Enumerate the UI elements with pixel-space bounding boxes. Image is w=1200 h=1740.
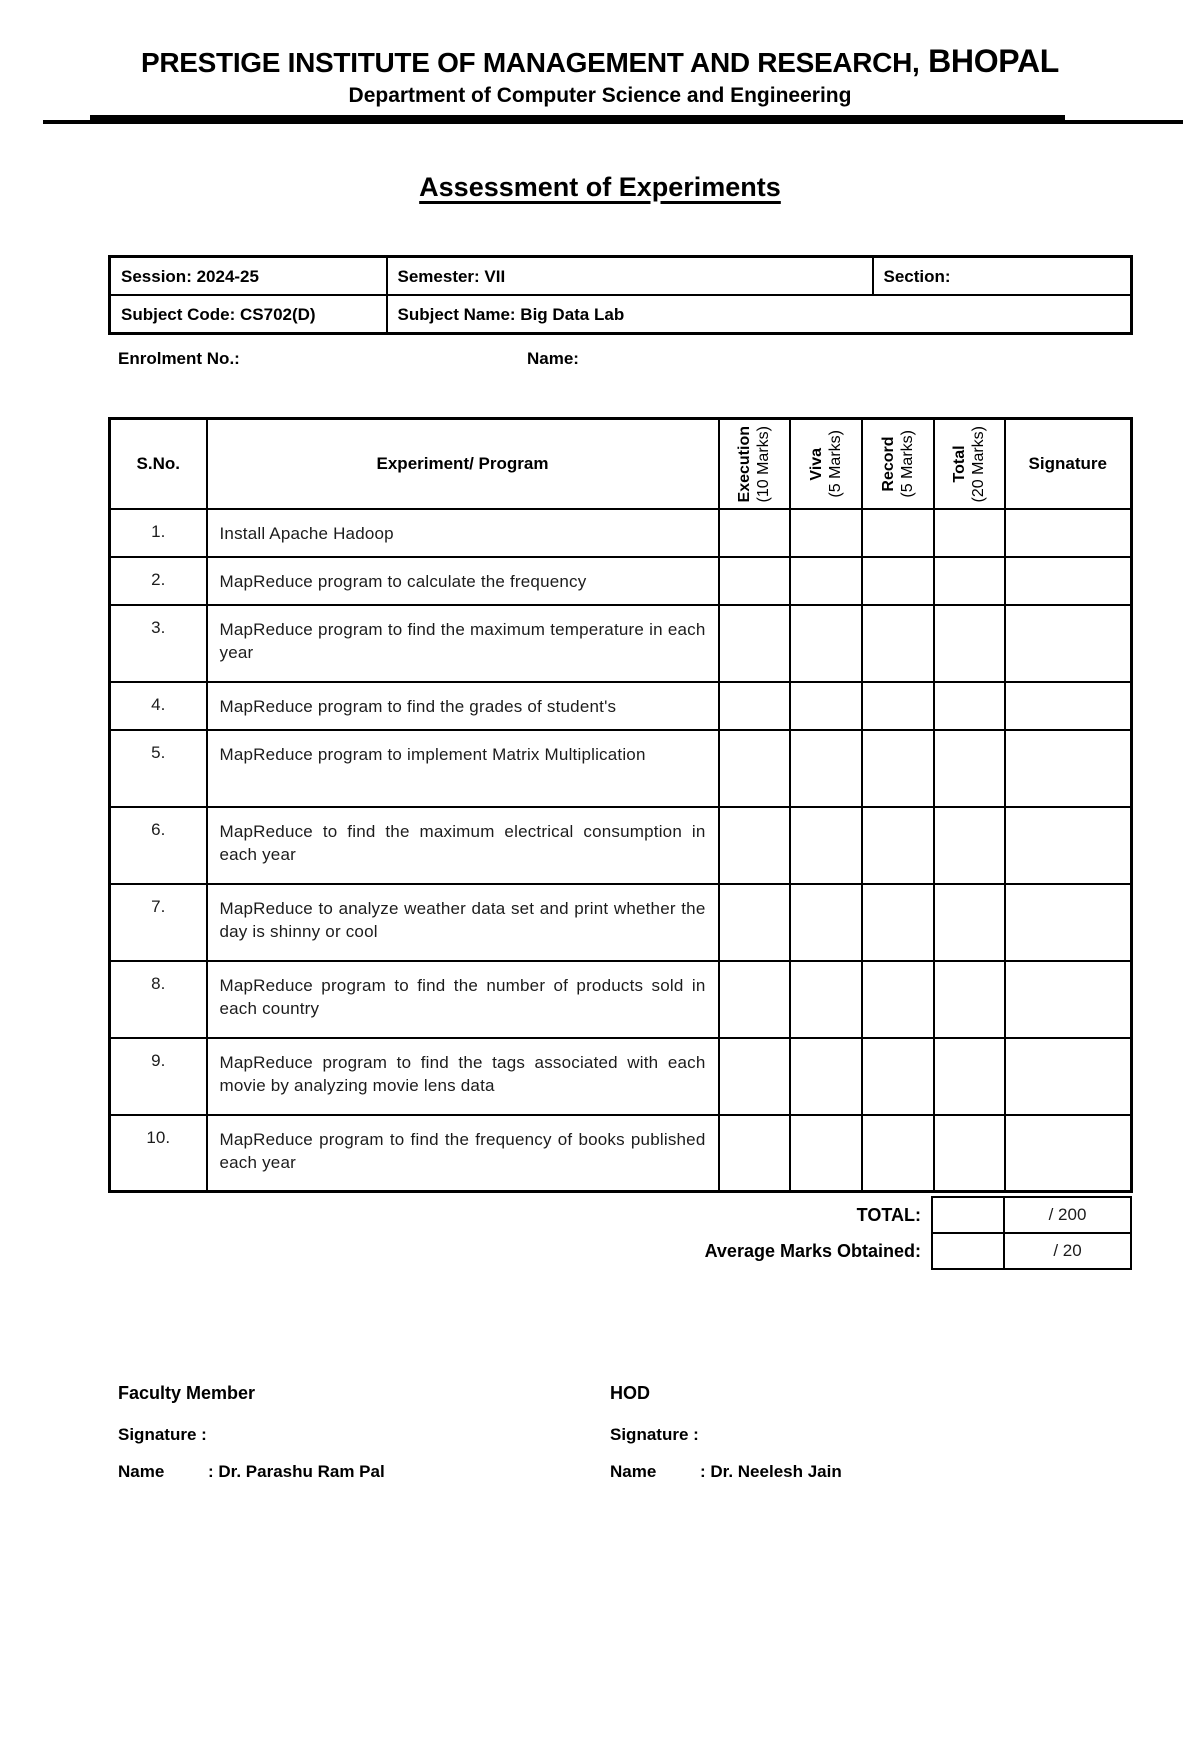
assessment-form-page — [0, 44, 1200, 1740]
average-obtained-box — [931, 1232, 1005, 1270]
total-header-marks: (20 Marks) — [970, 425, 987, 502]
table-row — [110, 961, 1132, 1038]
row-sno: 6. — [110, 807, 207, 884]
table-row — [110, 807, 1132, 884]
total-marks-cell — [934, 1038, 1005, 1115]
total-obtained-box — [931, 1196, 1005, 1234]
record-marks-cell — [862, 557, 934, 605]
record-marks-cell — [862, 605, 934, 682]
viva-marks-cell — [790, 1038, 862, 1115]
hod-name-value: : Dr. Neelesh Jain — [700, 1462, 842, 1481]
total-marks-cell — [934, 884, 1005, 961]
row-experiment: Install Apache Hadoop — [207, 509, 719, 557]
institute-name-heading — [0, 44, 1200, 80]
subject-code-cell: Subject Code: CS702(D) — [110, 295, 387, 334]
institute-name-text: PRESTIGE INSTITUTE OF MANAGEMENT AND RESEARCH, — [140, 47, 920, 78]
row-sno: 5. — [110, 730, 207, 807]
total-marks-cell — [934, 961, 1005, 1038]
viva-marks-cell — [790, 730, 862, 807]
header-divider — [0, 115, 1200, 127]
hod-name-label: Name — [610, 1462, 657, 1481]
total-marks-cell — [934, 557, 1005, 605]
viva-marks-cell — [790, 1115, 862, 1192]
row-experiment: MapReduce to find the maximum electrical consumption in each year — [207, 807, 719, 884]
table-row — [110, 1038, 1132, 1115]
name-label: Name: — [527, 349, 579, 368]
row-experiment: MapReduce program to find the tags associated with each movie by analyzing movie lens data — [207, 1038, 719, 1115]
row-experiment: MapReduce program to calculate the frequency — [207, 557, 719, 605]
total-marks-cell — [934, 509, 1005, 557]
signature-cell — [1005, 557, 1132, 605]
signature-cell — [1005, 807, 1132, 884]
enrolment-no-label: Enrolment No.: — [118, 349, 240, 368]
table-row — [110, 682, 1132, 730]
signature-cell — [1005, 605, 1132, 682]
experiments-table — [108, 417, 1133, 1193]
execution-marks-cell — [719, 730, 790, 807]
total-marks-cell — [934, 807, 1005, 884]
average-label: Average Marks Obtained: — [704, 1241, 921, 1261]
sno-column-header: S.No. — [110, 419, 207, 509]
row-experiment: MapReduce to analyze weather data set and print whether the day is shinny or cool — [207, 884, 719, 961]
viva-header-label: Viva — [807, 447, 825, 481]
subject-name-cell: Subject Name: Big Data Lab — [387, 295, 1132, 334]
total-marks-cell — [934, 1115, 1005, 1192]
execution-marks-cell — [719, 557, 790, 605]
record-marks-cell — [862, 730, 934, 807]
signature-column-header: Signature — [1005, 419, 1132, 509]
execution-marks-cell — [719, 807, 790, 884]
record-marks-cell — [862, 509, 934, 557]
viva-header-marks: (5 Marks) — [826, 429, 844, 498]
row-sno: 7. — [110, 884, 207, 961]
row-sno: 9. — [110, 1038, 207, 1115]
record-header-marks: (5 Marks) — [898, 429, 916, 498]
total-marks-cell — [934, 605, 1005, 682]
hod-signature-block — [610, 1382, 1030, 1483]
record-marks-cell — [862, 884, 934, 961]
viva-marks-cell — [790, 961, 862, 1038]
total-marks-cell — [934, 730, 1005, 807]
hod-name-line — [610, 1461, 1030, 1483]
execution-marks-cell — [719, 682, 790, 730]
total-header-label: Total — [951, 445, 968, 483]
total-marks-cell — [934, 682, 1005, 730]
viva-marks-cell — [790, 509, 862, 557]
faculty-name-label: Name — [118, 1462, 165, 1481]
record-marks-cell — [862, 1038, 934, 1115]
execution-marks-cell — [719, 884, 790, 961]
viva-marks-cell — [790, 682, 862, 730]
semester-cell: Semester: VII — [387, 257, 873, 296]
execution-column-header — [719, 419, 790, 509]
row-experiment: MapReduce program to implement Matrix Multiplication — [207, 730, 719, 807]
signature-cell — [1005, 509, 1132, 557]
viva-marks-cell — [790, 807, 862, 884]
faculty-signature-block — [118, 1382, 610, 1483]
signature-cell — [1005, 961, 1132, 1038]
table-row — [110, 509, 1132, 557]
table-row — [110, 1115, 1132, 1192]
row-experiment: MapReduce program to find the number of products sold in each country — [207, 961, 719, 1038]
table-row — [110, 730, 1132, 807]
signature-cell — [1005, 1038, 1132, 1115]
total-row — [108, 1196, 1132, 1234]
viva-marks-cell — [790, 884, 862, 961]
department-heading: Department of Computer Science and Engineering — [348, 84, 852, 107]
table-row — [110, 605, 1132, 682]
record-marks-cell — [862, 961, 934, 1038]
table-row — [110, 884, 1132, 961]
row-sno: 3. — [110, 605, 207, 682]
signature-cell — [1005, 884, 1132, 961]
row-experiment: MapReduce program to find the maximum temperature in each year — [207, 605, 719, 682]
record-marks-cell — [862, 807, 934, 884]
average-row — [108, 1232, 1132, 1270]
execution-marks-cell — [719, 1038, 790, 1115]
signature-cell — [1005, 682, 1132, 730]
section-cell: Section: — [873, 257, 1132, 296]
hod-signature-label: Signature : — [610, 1425, 699, 1444]
page-title: Assessment of Experiments — [419, 172, 781, 202]
total-max-box: / 200 — [1003, 1196, 1132, 1234]
execution-marks-cell — [719, 961, 790, 1038]
execution-header-label: Execution — [736, 425, 753, 502]
totals-section — [108, 1196, 1132, 1270]
execution-marks-cell — [719, 509, 790, 557]
average-max-box: / 20 — [1003, 1232, 1132, 1270]
session-info-table — [108, 255, 1133, 335]
execution-header-marks: (10 Marks) — [755, 425, 772, 502]
record-marks-cell — [862, 1115, 934, 1192]
experiments-table-header-row — [110, 419, 1132, 509]
hod-label: HOD — [610, 1383, 650, 1403]
record-column-header — [862, 419, 934, 509]
record-marks-cell — [862, 682, 934, 730]
row-sno: 8. — [110, 961, 207, 1038]
signature-cell — [1005, 1115, 1132, 1192]
execution-marks-cell — [719, 1115, 790, 1192]
faculty-name-value: : Dr. Parashu Ram Pal — [208, 1462, 385, 1481]
table-row — [110, 557, 1132, 605]
experiment-column-header: Experiment/ Program — [207, 419, 719, 509]
institute-city-text: BHOPAL — [919, 43, 1060, 79]
faculty-member-label: Faculty Member — [118, 1383, 256, 1403]
row-sno: 4. — [110, 682, 207, 730]
session-cell: Session: 2024-25 — [110, 257, 387, 296]
row-sno: 1. — [110, 509, 207, 557]
row-sno: 10. — [110, 1115, 207, 1192]
row-experiment: MapReduce program to find the frequency of books published each year — [207, 1115, 719, 1192]
record-header-label: Record — [879, 436, 897, 492]
total-column-header — [934, 419, 1005, 509]
student-info-line — [118, 349, 1200, 369]
faculty-name-line — [118, 1461, 610, 1483]
viva-marks-cell — [790, 557, 862, 605]
row-sno: 2. — [110, 557, 207, 605]
total-label: TOTAL: — [856, 1205, 921, 1225]
header-divider-thick-line — [90, 115, 1065, 123]
execution-marks-cell — [719, 605, 790, 682]
row-experiment: MapReduce program to find the grades of student's — [207, 682, 719, 730]
faculty-signature-label: Signature : — [118, 1425, 207, 1444]
viva-column-header — [790, 419, 862, 509]
signature-cell — [1005, 730, 1132, 807]
signature-section — [118, 1382, 1200, 1483]
viva-marks-cell — [790, 605, 862, 682]
